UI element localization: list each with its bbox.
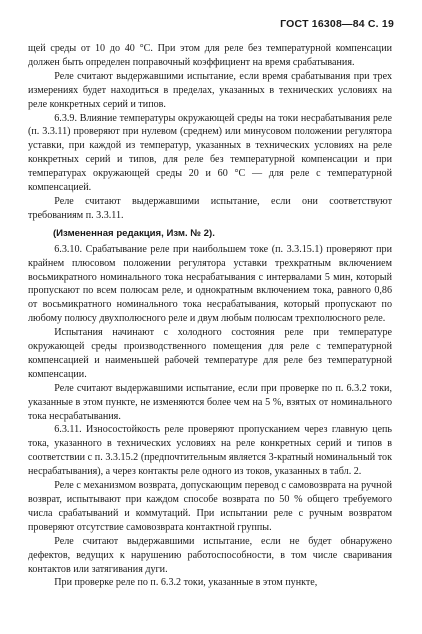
paragraph-6-3-9: 6.3.9. Влияние температуры окружающей среды на токи несрабатывания реле (п. 3.3.11) проверяют при нулевом (среднем) или минусовом положении регулятора уставки, при каждой из температур, указанных в технических условиях на реле конкретных серий и типов, для реле без температурной компенсации и при температурах окружающей среды 20 и 60 °С — для реле с температурной компенсацией. [28,112,392,194]
paragraph-6-3-11: 6.3.11. Износостойкость реле проверяют пропусканием через главную цепь тока, указанного в технических условиях на реле конкретных серий и типов в соответствии с п. 3.3.15.2 (предпочтительным является 3-кратный номинальный ток несрабатывания), а через контакты реле одного из токов, указанных в табл. 2. [28,424,392,478]
paragraph-result-response-time: Реле считают выдержавшими испытание, если время срабатывания при трех измерениях будет находиться в пределах, указанных в технических условиях на реле конкретных серий и типов. [28,70,392,110]
paragraph-continuation: щей среды от 10 до 40 °С. При этом для реле без температурной компенсации должен быть определен поправочный коэффициент на время срабатывания. [28,43,392,68]
paragraph-reset-mechanism: Реле с механизмом возврата, допускающим перевод с самовозврата на ручной возврат, испытывают при каждом способе возврата по 50 % общего требуемого числа срабатываний и коммутаций. При испытании реле с ручным возвратом проверяют отсутствие самовозврата контактной группы. [28,480,392,533]
document-body [28,42,392,590]
paragraph-result-6-3-10: Реле считают выдержавшими испытание, если при проверке по п. 6.3.2 токи, указанные в этом пункте, не изменяются более чем на 5 %, взятых от номинального тока несрабатывания. [28,382,392,422]
paragraph-test-start: Испытания начинают с холодного состояния реле при температуре окружающей среды производственного помещения для реле с температурной компенсацией и наименьшей рабочей температуре для реле без температурной компенсации. [28,327,392,380]
paragraph-6-3-10: 6.3.10. Срабатывание реле при наибольшем токе (п. 3.3.15.1) проверяют при крайнем плюсовом положении регулятора уставки трехкратным включением восьмикратного номинального тока несрабатывания с интервалами 5 мин, который пропускают по всем полюсам реле, и однократным включением тока, равного 0,86 от восьмикратного номинального тока несрабатывания, который пропускают по любому полюсу двухполюсного реле и двум любым полюсам трехполюсного реле. [28,243,392,325]
page-header: ГОСТ 16308—84 С. 19 [280,18,394,30]
paragraph-final-check: При проверке реле по п. 6.3.2 токи, указанные в этом пункте, [54,577,318,589]
paragraph-result-6-3-11: Реле считают выдержавшими испытание, если не будет обнаружено дефектов, ведущих к нарушению работоспособности, в том числе сваривания контактов или затягивания дуги. [28,535,392,575]
paragraph-result-6-3-9: Реле считают выдержавшими испытание, если они соответствуют требованиям п. 3.3.11. [28,195,392,221]
amendment-note: (Измененная редакция, Изм. № 2). [52,227,215,239]
